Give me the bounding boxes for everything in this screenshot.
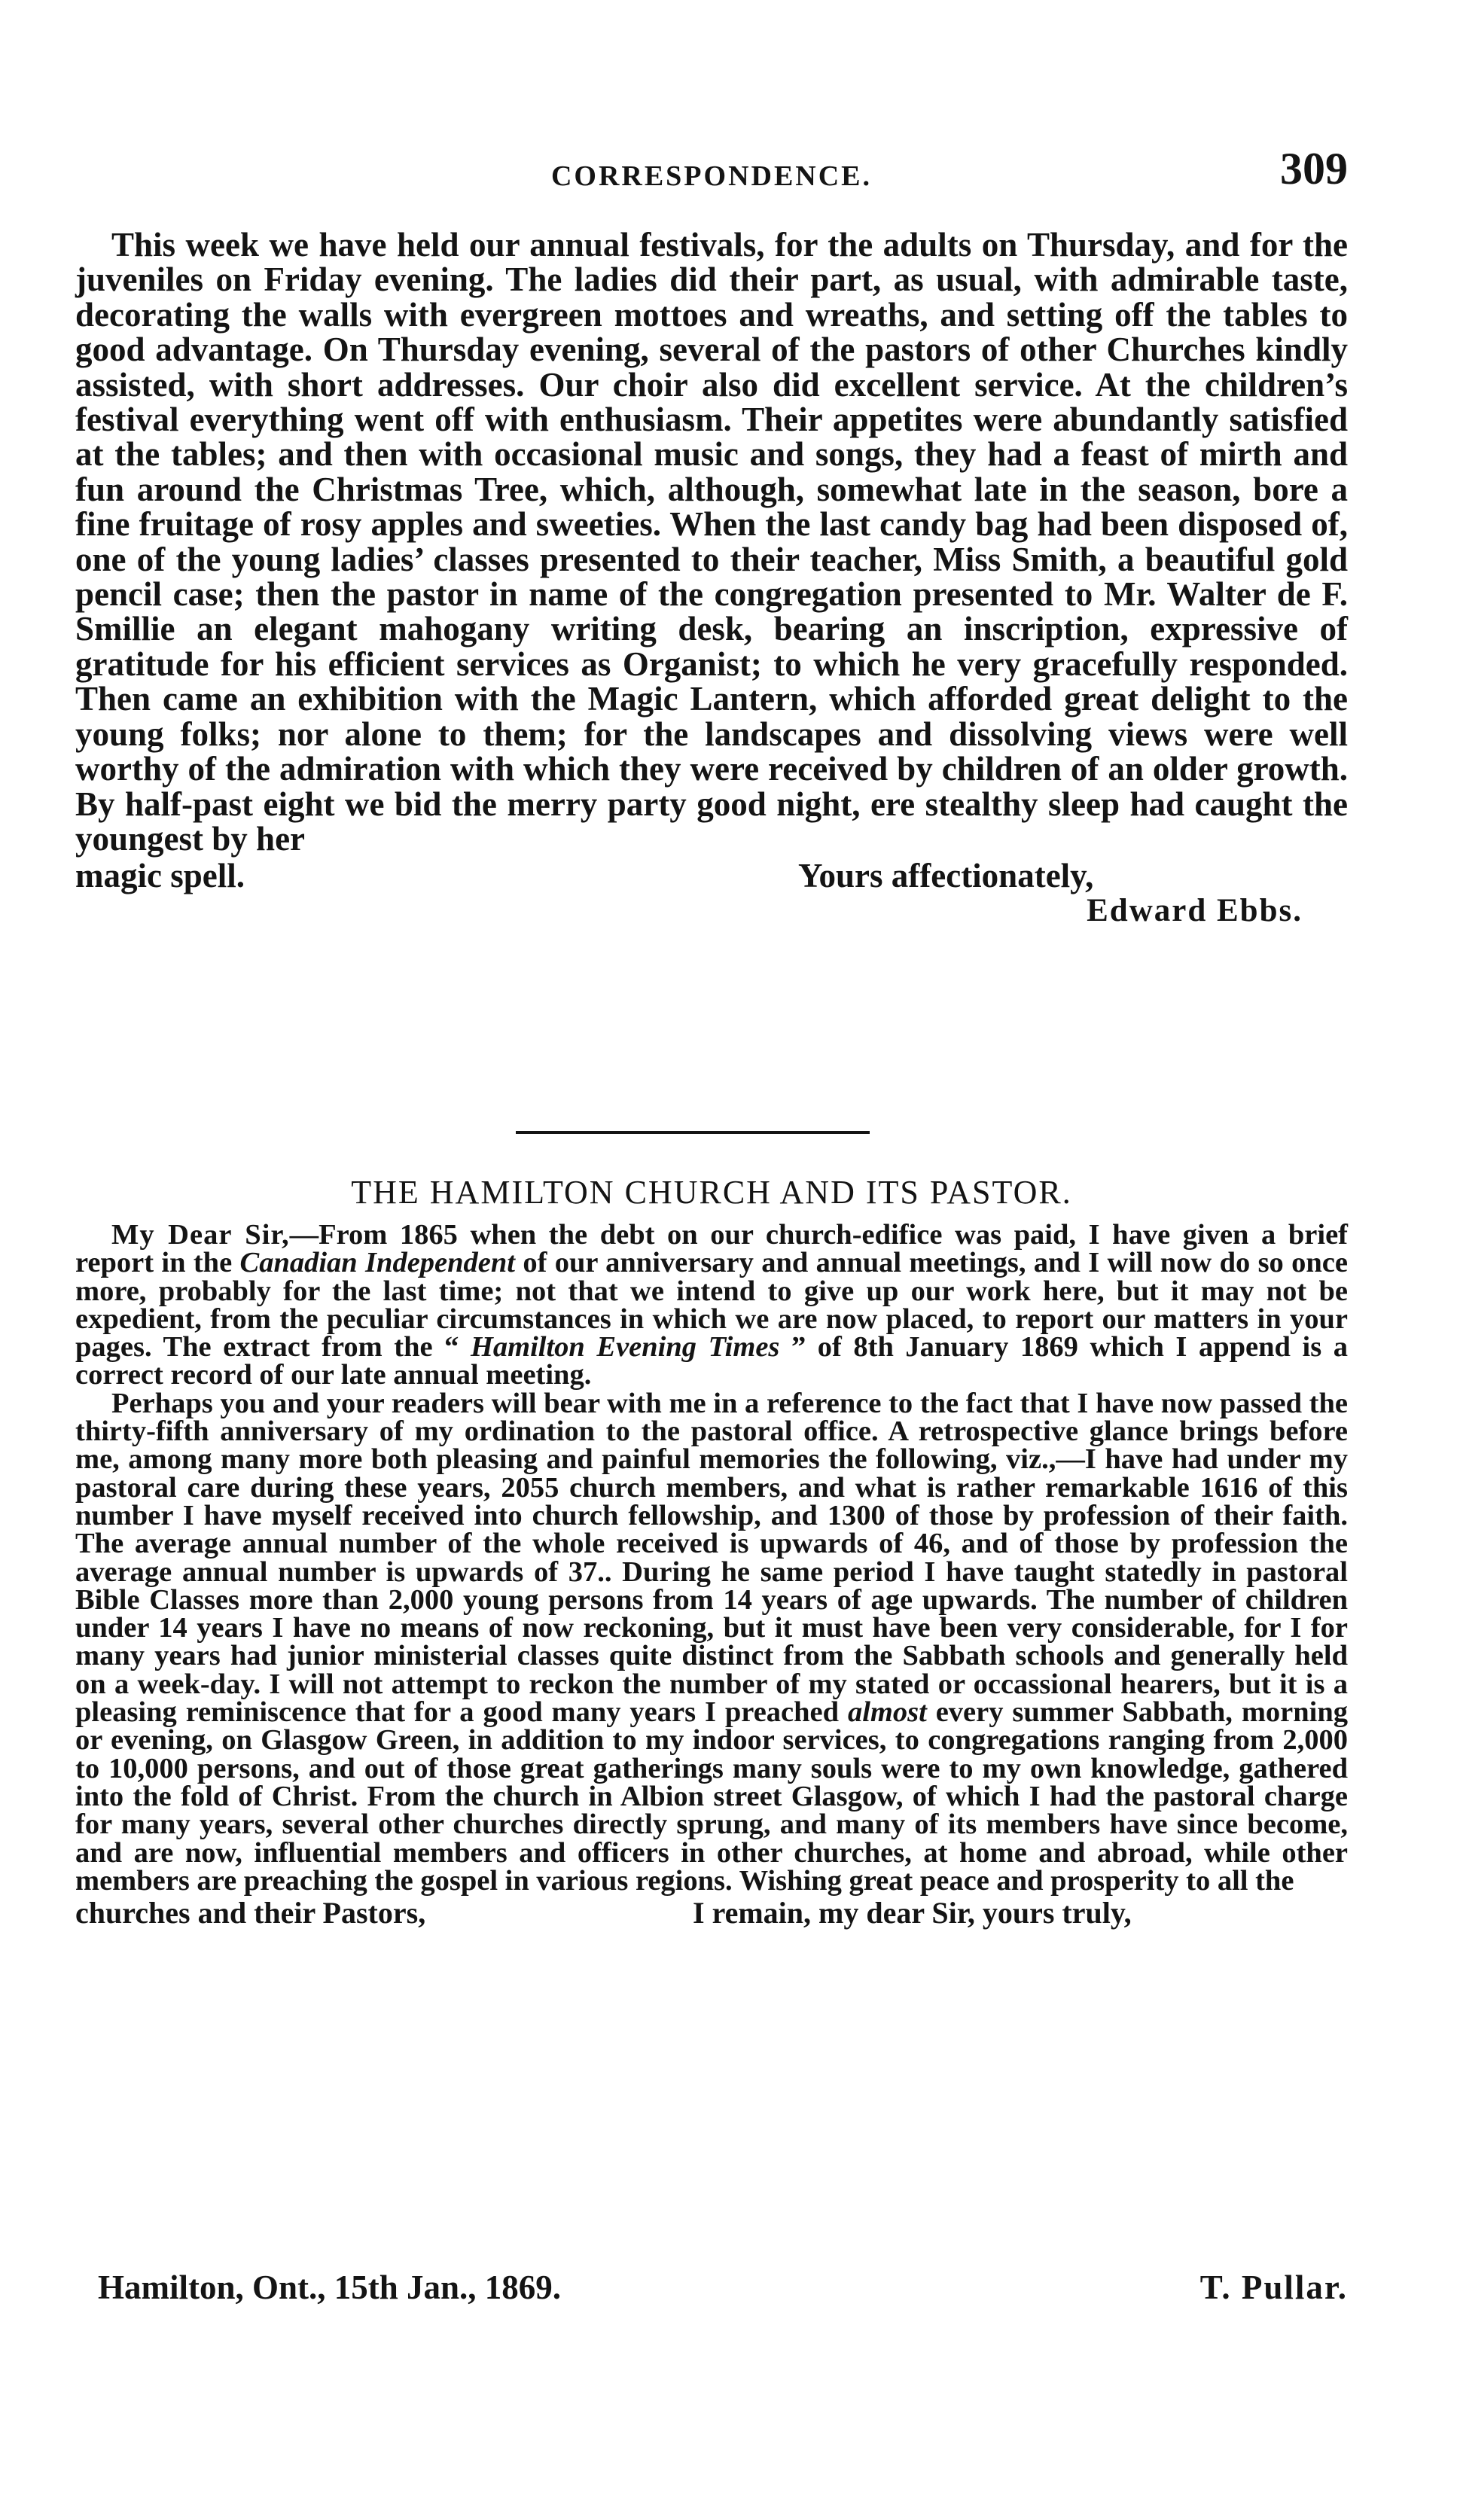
letter-hamilton [75, 1219, 1348, 1930]
letter-festivals [75, 227, 1348, 929]
letter-festivals-last-line: magic spell. [75, 857, 245, 895]
running-title: CORRESPONDENCE. [550, 160, 873, 192]
running-head [75, 143, 1348, 203]
paragraph-1-part-a: —From 1865 when the debt on our church-edifice was paid, I have given a brief report in the [75, 1219, 1348, 1279]
letter-hamilton-closing-line [75, 1895, 1348, 1930]
paragraph-2-part-b: every summer Sabbath, morning or evening, on Glasgow Green, in addition to my indoor services, to congregations ranging from 2,000 to 10,000 persons, and out of those great gatherings many souls were to my own knowledge, gathered into the fold of Christ. From the church in Albion street Glasgow, of which I had the pastoral charge for many years, several other churches directly sprung, and many of its members have since become, and are now, influential members and officers in other churches, at home and abroad, while other members are preaching the gospel in various regions. Wishing great peace and prosperity to all the [75, 1696, 1348, 1897]
place-date: Hamilton, Ont., 15th Jan., 1869. [98, 2269, 562, 2306]
closing-right: I remain, my dear Sir, yours truly, [693, 1896, 1132, 1930]
paragraph-2-part-a: Perhaps you and your readers will bear with me in a reference to the fact that I have now passed the thirty-fifth anniversary of my ordination to the pastoral office. A retrospective glance brings before me, among many more both pleasing and painful memories the following, viz.,—I have had under my pastoral care during these years, 2055 church members, and what is rather remarkable 1616 of this number I have myself received into church fellowship, and 1300 of those by profession of their faith. The average annual number of the whole received is upwards of 46, and of those by profession the average annual number is upwards of 37.. During he same period I have taught statedly in pastoral Bible Classes more than 2,000 young persons from 14 years of age upwards. The number of children under 14 years I have no means of now reckoning, but it must have been very considerable, for I for many years had junior ministerial classes quite distinct from the Sabbath schools and generally held on a week-day. I will not attempt to reckon the number of my stated or occassional hearers, but it is a pleasing reminiscence that for a good many years I preached [75, 1387, 1348, 1729]
letter-hamilton-paragraph-1 [75, 1221, 1348, 1390]
section-heading: THE HAMILTON CHURCH AND ITS PASTOR. [351, 1174, 1072, 1211]
newspaper-title-times: Hamilton Evening Times [470, 1331, 780, 1364]
author-signature: T. Pullar. [1199, 2269, 1348, 2306]
newspaper-title-independent: Canadian Independent [239, 1247, 515, 1279]
page-number: 309 [1280, 144, 1348, 193]
letter-festivals-closing: Yours affectionately, [798, 857, 1094, 895]
paragraph-1-part-b: of our anniversary and annual meetings, and I will now do so once more, probably for the last time; not that we intend to give up our work here, but it may not be expedient, from the peculiar circumstances in which we are now placed, to report our matters in your pages. The extract from the “ [75, 1247, 1348, 1364]
letter-festivals-body: This week we have held our annual festivals, for the adults on Thursday, and for the juveniles on Friday evening. The ladies did their part, as usual, with admirable taste, decorating the walls with evergreen mottoes and wreaths, and setting off the tables to good advantage. On Thursday evening, several of the pastors of other Churches kindly assisted, with short addresses. Our choir also did excellent service. At the children’s festival everything went off with enthusiasm. Their appetites were abundantly satisfied at the tables; and then with occasional music and songs, they had a feast of mirth and fun around the Christmas Tree, which, although, somewhat late in the season, bore a fine fruitage of rosy apples and sweeties. When the last candy bag had been disposed of, one of the young ladies’ classes presented to their teacher, Miss Smith, a beautiful gold pencil case; then the pastor in name of the congregation presented to Mr. Walter de F. Smillie an elegant mahogany writing desk, bearing an inscription, expressive of gratitude for his efficient services as Organist; to which he very gracefully responded. Then came an exhibition with the Magic Lantern, which afforded great delight to the young folks; nor alone to them; for the landscapes and dissolving views were well worthy of the admiration with which they were received by children of an older growth. By half-past eight we bid the merry party good night, ere stealthy sleep had caught the youngest by her [75, 226, 1348, 858]
closing-left: churches and their Pastors, [75, 1896, 426, 1930]
letter-hamilton-paragraph-2 [75, 1387, 1348, 1897]
paragraph-1-part-c: ” of 8th January 1869 which I append is a correct record of our late annual meeting. [75, 1331, 1348, 1391]
letter-festivals-closing-line [75, 856, 1348, 895]
paragraph-2-emphasis: almost [847, 1696, 927, 1729]
section-divider [516, 1131, 870, 1134]
salutation: My Dear Sir, [111, 1219, 290, 1251]
letter-festivals-signature: Edward Ebbs. [1087, 893, 1303, 929]
letter-hamilton-footer [75, 2268, 1348, 2313]
